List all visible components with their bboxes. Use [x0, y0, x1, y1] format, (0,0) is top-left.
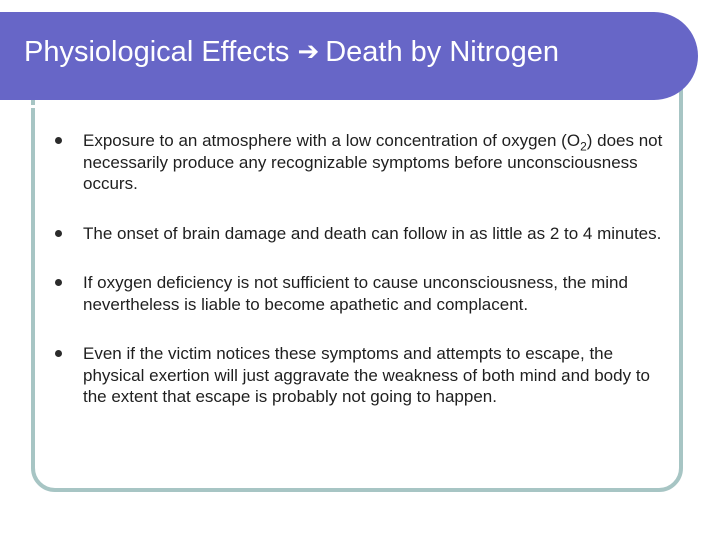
title-left: Physiological Effects: [24, 36, 290, 68]
title-right: Death by Nitrogen: [325, 36, 559, 68]
bullet-text: If oxygen deficiency is not sufficient to cause unconsciousness, the mind nevertheless is liable to become apathetic and complacent.: [83, 273, 628, 314]
bullet-list: [55, 130, 665, 436]
bullet-item: [55, 343, 665, 408]
bullet-item: [55, 272, 665, 315]
title-underline: [6, 105, 638, 108]
right-arrow-icon: ➔: [297, 36, 320, 66]
bullet-dot-icon: [55, 230, 62, 237]
bullet-item: [55, 223, 665, 245]
bullet-text: Even if the victim notices these symptoms and attempts to escape, the physical exertion will just aggravate the weakness of both mind and body to the extent that escape is probably not going to happen.: [83, 344, 650, 406]
bullet-item: [55, 130, 665, 195]
bullet-subscript: 2: [580, 139, 587, 154]
slide-title: [24, 36, 559, 69]
bullet-dot-icon: [55, 137, 62, 144]
bullet-text-part: ) does not necessarily produce any recognizable symptoms before unconsciousness occurs.: [83, 131, 663, 193]
bullet-text: The onset of brain damage and death can follow in as little as 2 to 4 minutes.: [83, 223, 662, 243]
bullet-text-part: Exposure to an atmosphere with a low concentration of oxygen (O: [83, 131, 581, 150]
bullet-dot-icon: [55, 279, 62, 286]
bullet-dot-icon: [55, 350, 62, 357]
